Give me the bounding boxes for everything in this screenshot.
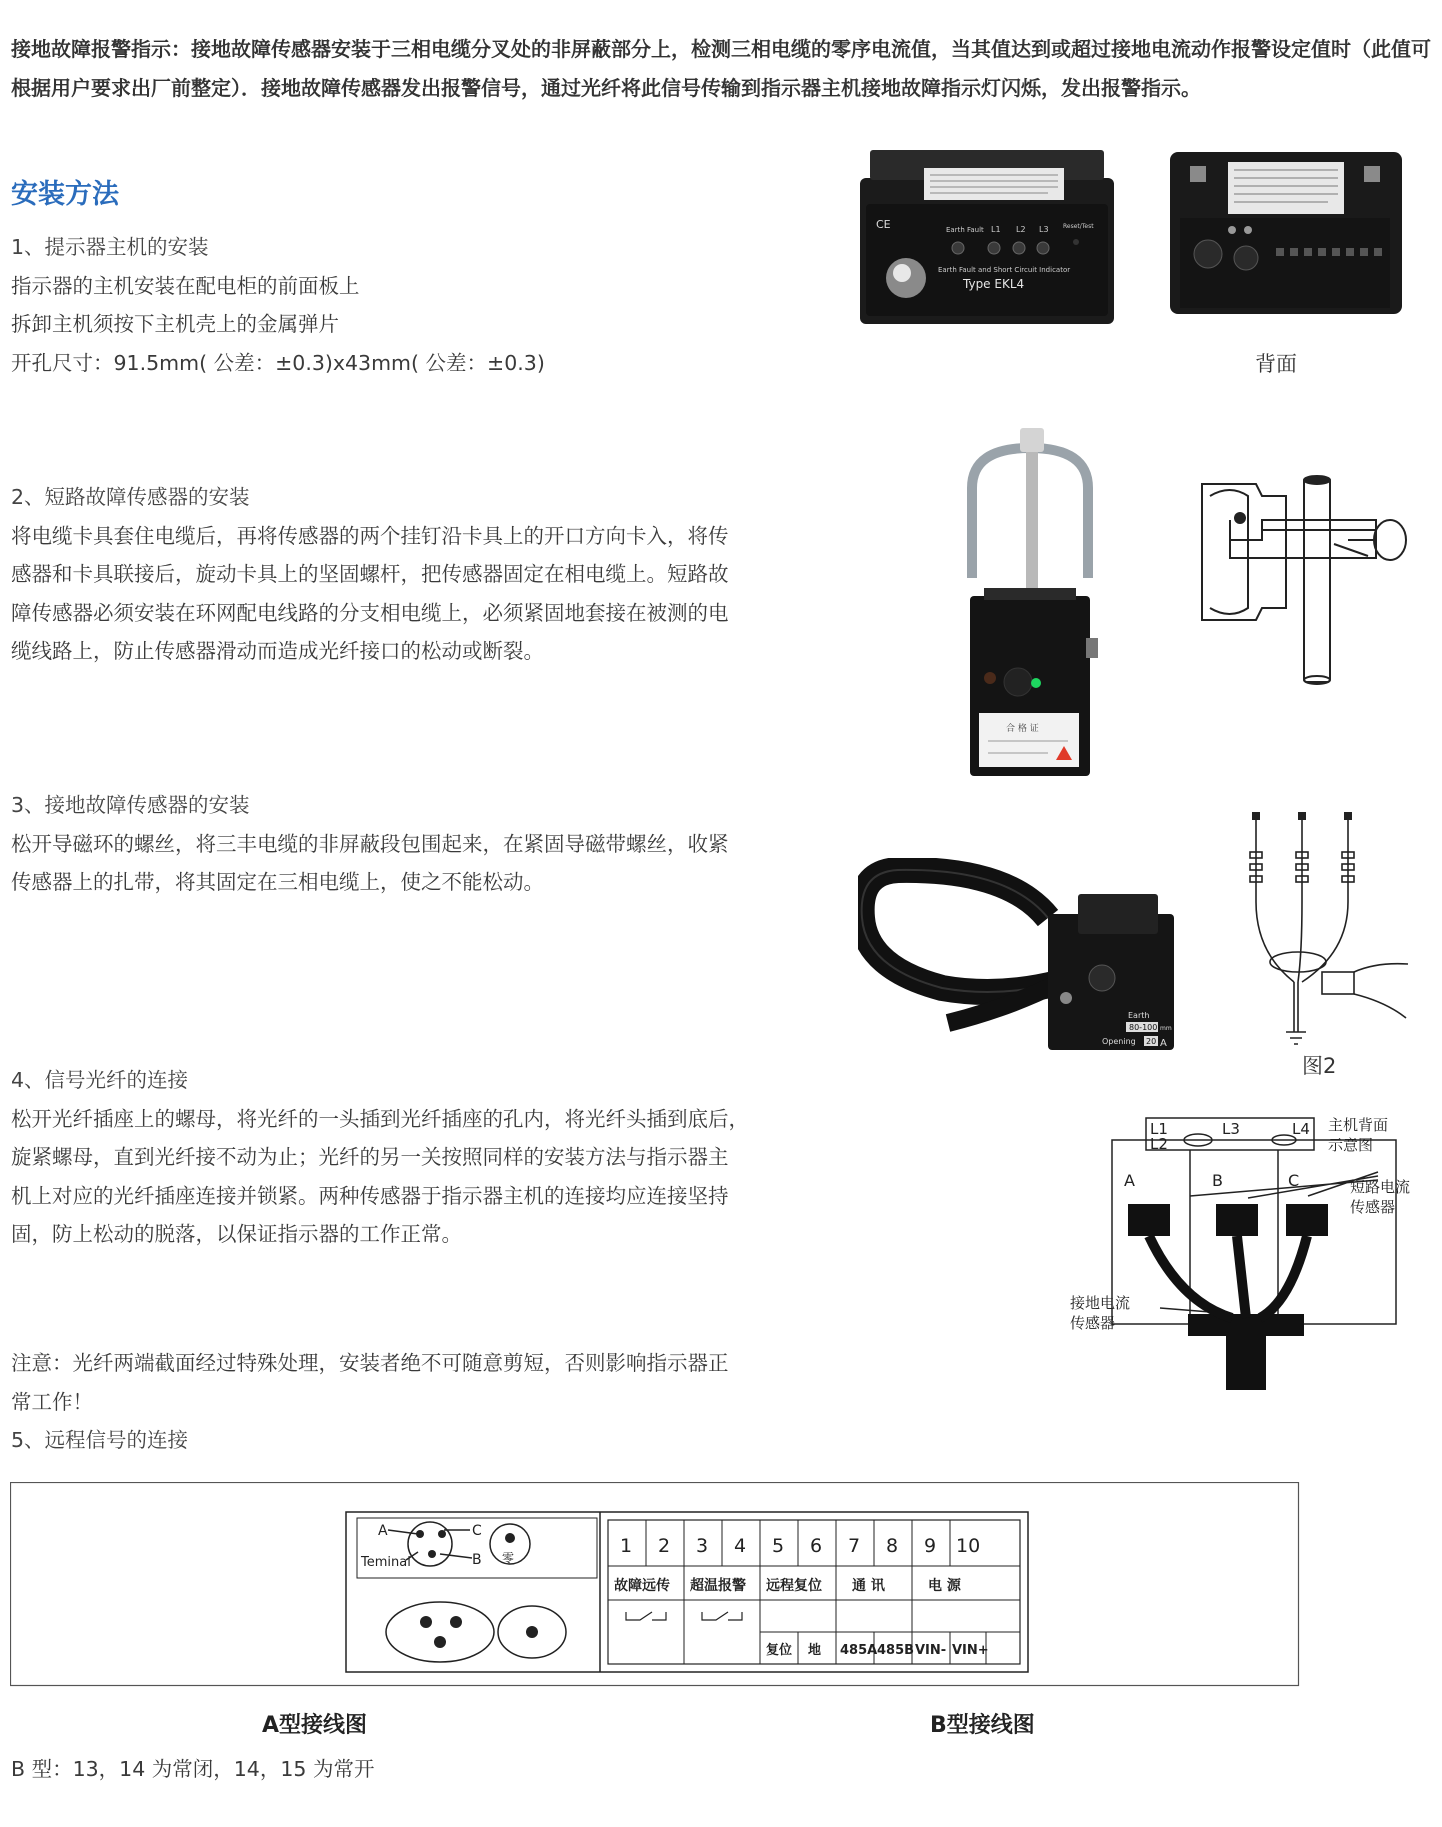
indicator-back-image (1168, 148, 1406, 318)
led-l2 (1013, 242, 1025, 254)
phase-l2: L2 (1150, 1135, 1168, 1153)
earth-sensor-range: 80-100 (1129, 1023, 1158, 1032)
phase-b-label: B (1212, 1171, 1223, 1190)
section-title: 安装方法 (11, 179, 119, 210)
sensor-c (1286, 1204, 1328, 1236)
note-line: 常工作！ (11, 1389, 93, 1414)
section-4 (11, 1061, 796, 1254)
section-1-line: 指示器的主机安装在配电柜的前面板上 (11, 273, 360, 298)
led-l3 (1037, 242, 1049, 254)
terminal-wiring-table (10, 1482, 1300, 1688)
group-overtemp: 超温报警 (690, 1578, 746, 1594)
indicator-label-l3: L3 (1039, 225, 1049, 234)
back-caption: 背面 (1255, 352, 1297, 376)
terminal-number: 5 (772, 1535, 785, 1557)
section-2-line: 感器和卡具联接后，旋动卡具上的坚固螺杆，把传感器固定在相电缆上。短路故 (11, 562, 729, 586)
section-3-title: 3、接地故障传感器的安装 (11, 793, 250, 817)
earth-sensor-label-2: 传感器 (1070, 1314, 1116, 1332)
section-2-line: 缆线路上，防止传感器滑动而造成光纤接口的松动或断裂。 (11, 639, 544, 663)
connector-earth-char: 零 (502, 1551, 515, 1565)
terminal-reset: 复位 (766, 1643, 793, 1658)
earth-sensor-text-1: Earth (1128, 1011, 1150, 1020)
terminal-485b: 485B (877, 1643, 915, 1658)
earth-sensor-label-1: 接地电流 (1070, 1294, 1131, 1312)
earth-sensor-install-drawing (1236, 812, 1410, 1052)
terminal-number: 4 (734, 1535, 747, 1557)
terminal-485a: 485A (840, 1643, 878, 1658)
short-circuit-sensor-drawing (1200, 470, 1412, 688)
ce-mark: CE (876, 218, 891, 231)
host-back-label-1: 主机背面 (1328, 1116, 1389, 1134)
phase-l3: L3 (1222, 1120, 1240, 1138)
phase-l1: L1 (1150, 1120, 1168, 1138)
indicator-label-reset: Reset/Test (1063, 223, 1094, 230)
caption-a: A型接线图 (262, 1713, 368, 1738)
connector-a: A (378, 1523, 388, 1539)
section-3-line: 松开导磁环的螺丝，将三丰电缆的非屏蔽段包围起来，在紧固导磁带螺丝，收紧 (11, 831, 729, 856)
short-circuit-sensor-image (960, 428, 1100, 778)
note-line: 注意：光纤两端截面经过特殊处理，安装者绝不可随意剪短，否则影响指示器正 (11, 1351, 729, 1375)
terminal-vin-plus: VIN+ (952, 1643, 989, 1658)
section-1-title: 1、提示器主机的安装 (11, 235, 209, 259)
section-4-line: 旋紧螺母，直到光纤接不动为止；光纤的另一关按照同样的安装方法与指示器主 (11, 1145, 729, 1169)
terminal-number: 2 (658, 1535, 671, 1557)
caption-b: B型接线图 (930, 1713, 1035, 1738)
connector-c: C (472, 1523, 482, 1539)
phase-a-label: A (1124, 1171, 1135, 1190)
section-4-line: 松开光纤插座上的螺母，将光纤的一头插到光纤插座的孔内，将光纤头插到底后， (11, 1106, 749, 1131)
wiring-schematic (1060, 1112, 1430, 1392)
terminal-vin-minus: VIN- (915, 1643, 947, 1658)
section-3 (11, 786, 796, 902)
section-2-line: 障传感器必须安装在环网配电线路的分支相电缆上，必须紧固地套接在被测的电 (11, 600, 729, 625)
host-back-label-2: 示意图 (1328, 1136, 1374, 1154)
earth-sensor-unit: mm (1160, 1025, 1172, 1032)
indicator-label-earth: Earth Fault (946, 226, 984, 234)
group-power: 电 源 (928, 1578, 961, 1594)
earth-sensor-ampere: A (1160, 1038, 1167, 1049)
device-subtitle: Earth Fault and Short Circuit Indicator (938, 266, 1071, 274)
group-remote-reset: 远程复位 (766, 1578, 822, 1594)
group-comm: 通 讯 (852, 1578, 885, 1594)
terminal-number: 3 (696, 1535, 709, 1557)
terminal-number: 7 (848, 1535, 861, 1557)
reset-button-dot (1073, 239, 1079, 245)
connector-terminal-label: Teminal (361, 1555, 411, 1570)
section-2-line: 将电缆卡具套住电缆后，再将传感器的两个挂钉沿卡具上的开口方向卡入，将传 (11, 523, 729, 548)
terminal-number: 1 (620, 1535, 633, 1557)
phase-l4: L4 (1292, 1120, 1310, 1138)
led-earth (952, 242, 964, 254)
terminal-number: 8 (886, 1535, 899, 1557)
certificate-label: 合 格 证 (1006, 724, 1039, 734)
footer-note: B 型：13，14 为常闭，14，15 为常开 (11, 1757, 375, 1781)
indicator-label-l1: L1 (991, 225, 1001, 234)
group-fault-remote: 故障远传 (614, 1578, 670, 1594)
earth-sensor-opening: Opening (1102, 1037, 1136, 1046)
terminal-number: 10 (956, 1535, 981, 1557)
fig2-caption: 图2 (1302, 1054, 1337, 1078)
section-4-line: 机上对应的光纤插座连接并锁紧。两种传感器于指示器主机的连接均应连接坚持 (11, 1183, 729, 1208)
section-3-line: 传感器上的扎带，将其固定在三相电缆上，使之不能松动。 (11, 870, 544, 894)
indicator-label-l2: L2 (1016, 225, 1026, 234)
terminal-number: 9 (924, 1535, 937, 1557)
cable-trunk (1226, 1334, 1266, 1390)
intro-paragraph: 接地故障报警指示：接地故障传感器安装于三相电缆分叉处的非屏蔽部分上，检测三相电缆的零序电流值，当其值达到或超过接地电流动作报警设定值时（此值可根据用户要求出厂前整定）．接地故障传感器发出报警信号，通过光纤将此信号传输到指示器主机接地故障指示灯闪烁，发出报警指示。 (11, 37, 1431, 100)
section-1 (11, 228, 796, 382)
earth-fault-sensor-image (858, 858, 1188, 1058)
indicator-front-image (858, 148, 1118, 326)
section-1-line: 拆卸主机须按下主机壳上的金属弹片 (11, 312, 339, 336)
fiber-socket-right (1234, 246, 1258, 270)
section-2-title: 2、短路故障传感器的安装 (11, 485, 250, 509)
section-1-line: 开孔尺寸：91.5mm( 公差：±0.3)x43mm( 公差：±0.3) (11, 350, 545, 375)
connector-b: B (472, 1552, 482, 1568)
terminal-ground: 地 (808, 1643, 822, 1658)
short-sensor-label-2: 传感器 (1350, 1198, 1396, 1216)
sensor-b (1216, 1204, 1258, 1236)
sensor-a (1128, 1204, 1170, 1236)
device-type: Type EKL4 (963, 277, 1025, 291)
section-2 (11, 478, 796, 671)
led-l1 (988, 242, 1000, 254)
section-4-title: 4、信号光纤的连接 (11, 1068, 189, 1092)
note-block (11, 1344, 796, 1460)
short-sensor-label-1: 短路电流 (1350, 1178, 1411, 1196)
terminal-number: 6 (810, 1535, 823, 1557)
fiber-socket-left (1194, 240, 1222, 268)
section-4-line: 固，防上松动的脱落，以保证指示器的工作正常。 (11, 1222, 462, 1246)
section-5-title: 5、远程信号的连接 (11, 1428, 189, 1452)
earth-sensor-opening-value: 20 (1146, 1037, 1157, 1046)
phase-c-label: C (1288, 1171, 1300, 1190)
